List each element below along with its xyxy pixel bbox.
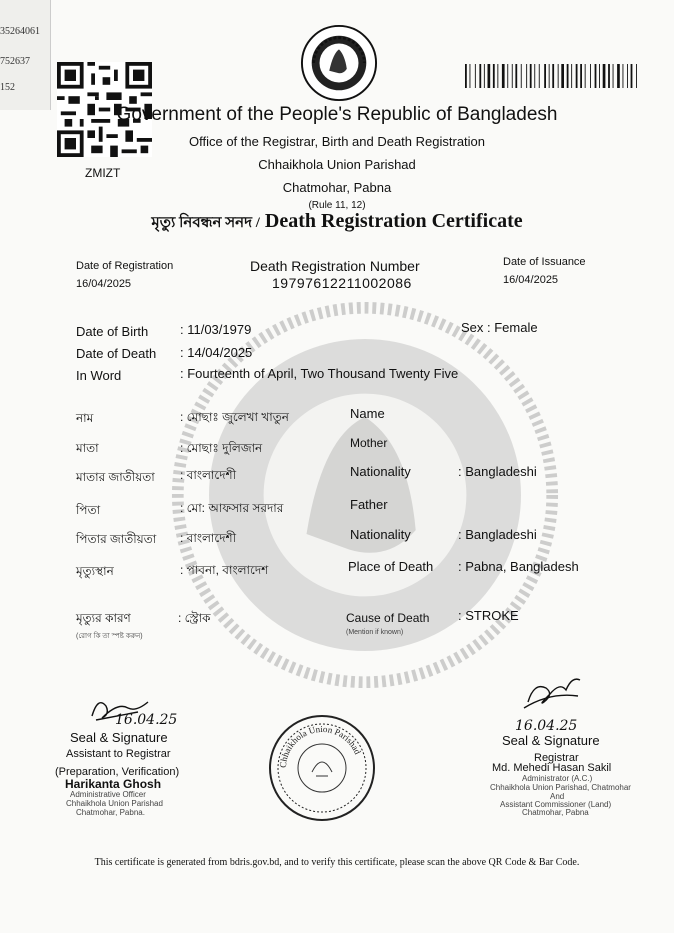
barcode: [465, 64, 640, 88]
date-of-registration-value: 16/04/2025: [76, 278, 132, 290]
registrar-seal-label: Seal & Signature: [502, 733, 600, 748]
row-cause-of-death-bn-value: : স্ট্রোক: [178, 611, 211, 625]
office-line: Office of the Registrar, Birth and Death Registration: [188, 134, 486, 149]
date-of-registration-label: Date of Registration: [76, 260, 174, 272]
date-of-birth-value: : 11/03/1979: [180, 322, 252, 337]
row-father-nationality-en-label: Nationality: [350, 527, 411, 542]
government-emblem-logo: [300, 24, 378, 102]
date-of-death-value: : 14/04/2025: [180, 345, 253, 360]
row-cause-of-death-en-value: : STROKE: [458, 608, 519, 623]
sex-label: Sex: [461, 320, 484, 335]
row-mother-en-label: Mother: [350, 436, 388, 450]
assistant-title-2: Chhaikhola Union Parishad: [66, 799, 163, 808]
registrar-signature-date: 16.04.25: [515, 718, 578, 734]
registrar-title-3: And: [550, 792, 565, 801]
location-line: Chatmohar, Pabna: [282, 180, 392, 195]
cause-note-bn: (রোগ কি তা স্পষ্ট করুন): [76, 633, 143, 640]
row-father-bn-value: : মো: আফসার সরদার: [180, 501, 284, 515]
row-mother-bn-label: মাতা: [76, 441, 99, 455]
union-parishad-seal-stamp: [266, 712, 378, 824]
assistant-name: Harikanta Ghosh: [65, 777, 162, 791]
sex-value: : Female: [487, 320, 538, 335]
row-father-en-label: Father: [350, 497, 388, 512]
row-place-of-death-en-label: Place of Death: [348, 559, 434, 574]
row-place-of-death-bn-value: : পাবনা, বাংলাদেশ: [180, 563, 269, 577]
row-place-of-death-bn-label: মৃত্যুস্থান: [76, 564, 114, 578]
registrar-title-2: Chhaikhola Union Parishad, Chatmohar: [490, 783, 631, 792]
in-word-label: In Word: [76, 368, 122, 383]
row-name-bn-label: নাম: [76, 411, 94, 425]
row-cause-of-death-en-label: Cause of Death: [346, 611, 430, 625]
date-of-issuance-label: Date of Issuance: [503, 256, 586, 268]
edge-text-2: 752637: [0, 56, 30, 67]
registrar-role: Registrar: [534, 752, 579, 764]
date-of-issuance-value: 16/04/2025: [503, 274, 559, 286]
rule-note: (Rule 11, 12): [308, 200, 366, 211]
footer-verification-note: This certificate is generated from bdris.gov.bd, and to verify this certificate, please scan the above QR Code & Bar Code.: [94, 857, 580, 868]
cause-note-en: (Mention if known): [346, 629, 404, 636]
date-of-death-label: Date of Death: [76, 346, 157, 361]
assistant-role: Assistant to Registrar: [66, 748, 171, 760]
registrar-title-5: Chatmohar, Pabna: [522, 808, 589, 817]
registration-number-label: Death Registration Number: [250, 258, 420, 274]
assistant-title-3: Chatmohar, Pabna.: [76, 808, 145, 817]
row-cause-of-death-bn-label: মৃত্যুর কারণ: [76, 611, 131, 625]
row-name-bn-value: : মোছাঃ জুলেখা খাতুন: [180, 410, 289, 424]
row-mother-nationality-bn-label: মাতার জাতীয়তা: [76, 470, 155, 484]
row-father-bn-label: পিতা: [76, 503, 101, 517]
government-title: Government of the People's Republic of Bangladesh: [116, 104, 558, 125]
certificate-title-en: Death Registration Certificate: [264, 210, 523, 232]
registrar-signature: [520, 672, 590, 716]
assistant-seal-label: Seal & Signature: [70, 730, 168, 745]
torn-edge-strip: [0, 0, 51, 110]
qr-caption: ZMIZT: [85, 166, 121, 180]
row-father-nationality-en-value: : Bangladeshi: [458, 527, 537, 542]
row-place-of-death-en-value: : Pabna, Bangladesh: [458, 559, 579, 574]
in-word-value: : Fourteenth of April, Two Thousand Twenty Five: [180, 366, 459, 381]
row-mother-nationality-en-label: Nationality: [350, 464, 411, 479]
row-mother-nationality-bn-value: : বাংলাদেশী: [180, 468, 237, 482]
edge-text-1: 35264061: [0, 26, 40, 37]
row-mother-nationality-en-value: : Bangladeshi: [458, 464, 537, 479]
registrar-name: Md. Mehedi Hasan Sakil: [492, 762, 612, 774]
date-of-birth-label: Date of Birth: [76, 324, 149, 339]
assistant-title-1: Administrative Officer: [70, 790, 146, 799]
row-father-nationality-bn-label: পিতার জাতীয়তা: [76, 532, 157, 546]
union-line: Chhaikhola Union Parishad: [258, 157, 416, 172]
assistant-signature-date: 16.04.25: [115, 712, 178, 728]
registrar-title-1: Administrator (A.C.): [522, 774, 593, 783]
edge-text-3: 152: [0, 82, 15, 93]
assistant-role-detail: (Preparation, Verification): [55, 766, 180, 778]
certificate-title-bn: মৃত্যু নিবন্ধন সনদ /: [151, 215, 260, 231]
certificate-title: [0, 210, 674, 236]
registrar-title-4: Assistant Commissioner (Land): [500, 800, 612, 809]
registration-number-value: 19797612211002086: [272, 275, 412, 291]
row-name-en-label: Name: [350, 406, 385, 421]
svg-text:Chhaikhola Union Parishad: Chhaikhola Union Parishad: [277, 723, 363, 769]
row-mother-bn-value: : মোছাঃ দুলিজান: [180, 441, 263, 455]
row-father-nationality-bn-value: : বাংলাদেশী: [180, 531, 237, 545]
